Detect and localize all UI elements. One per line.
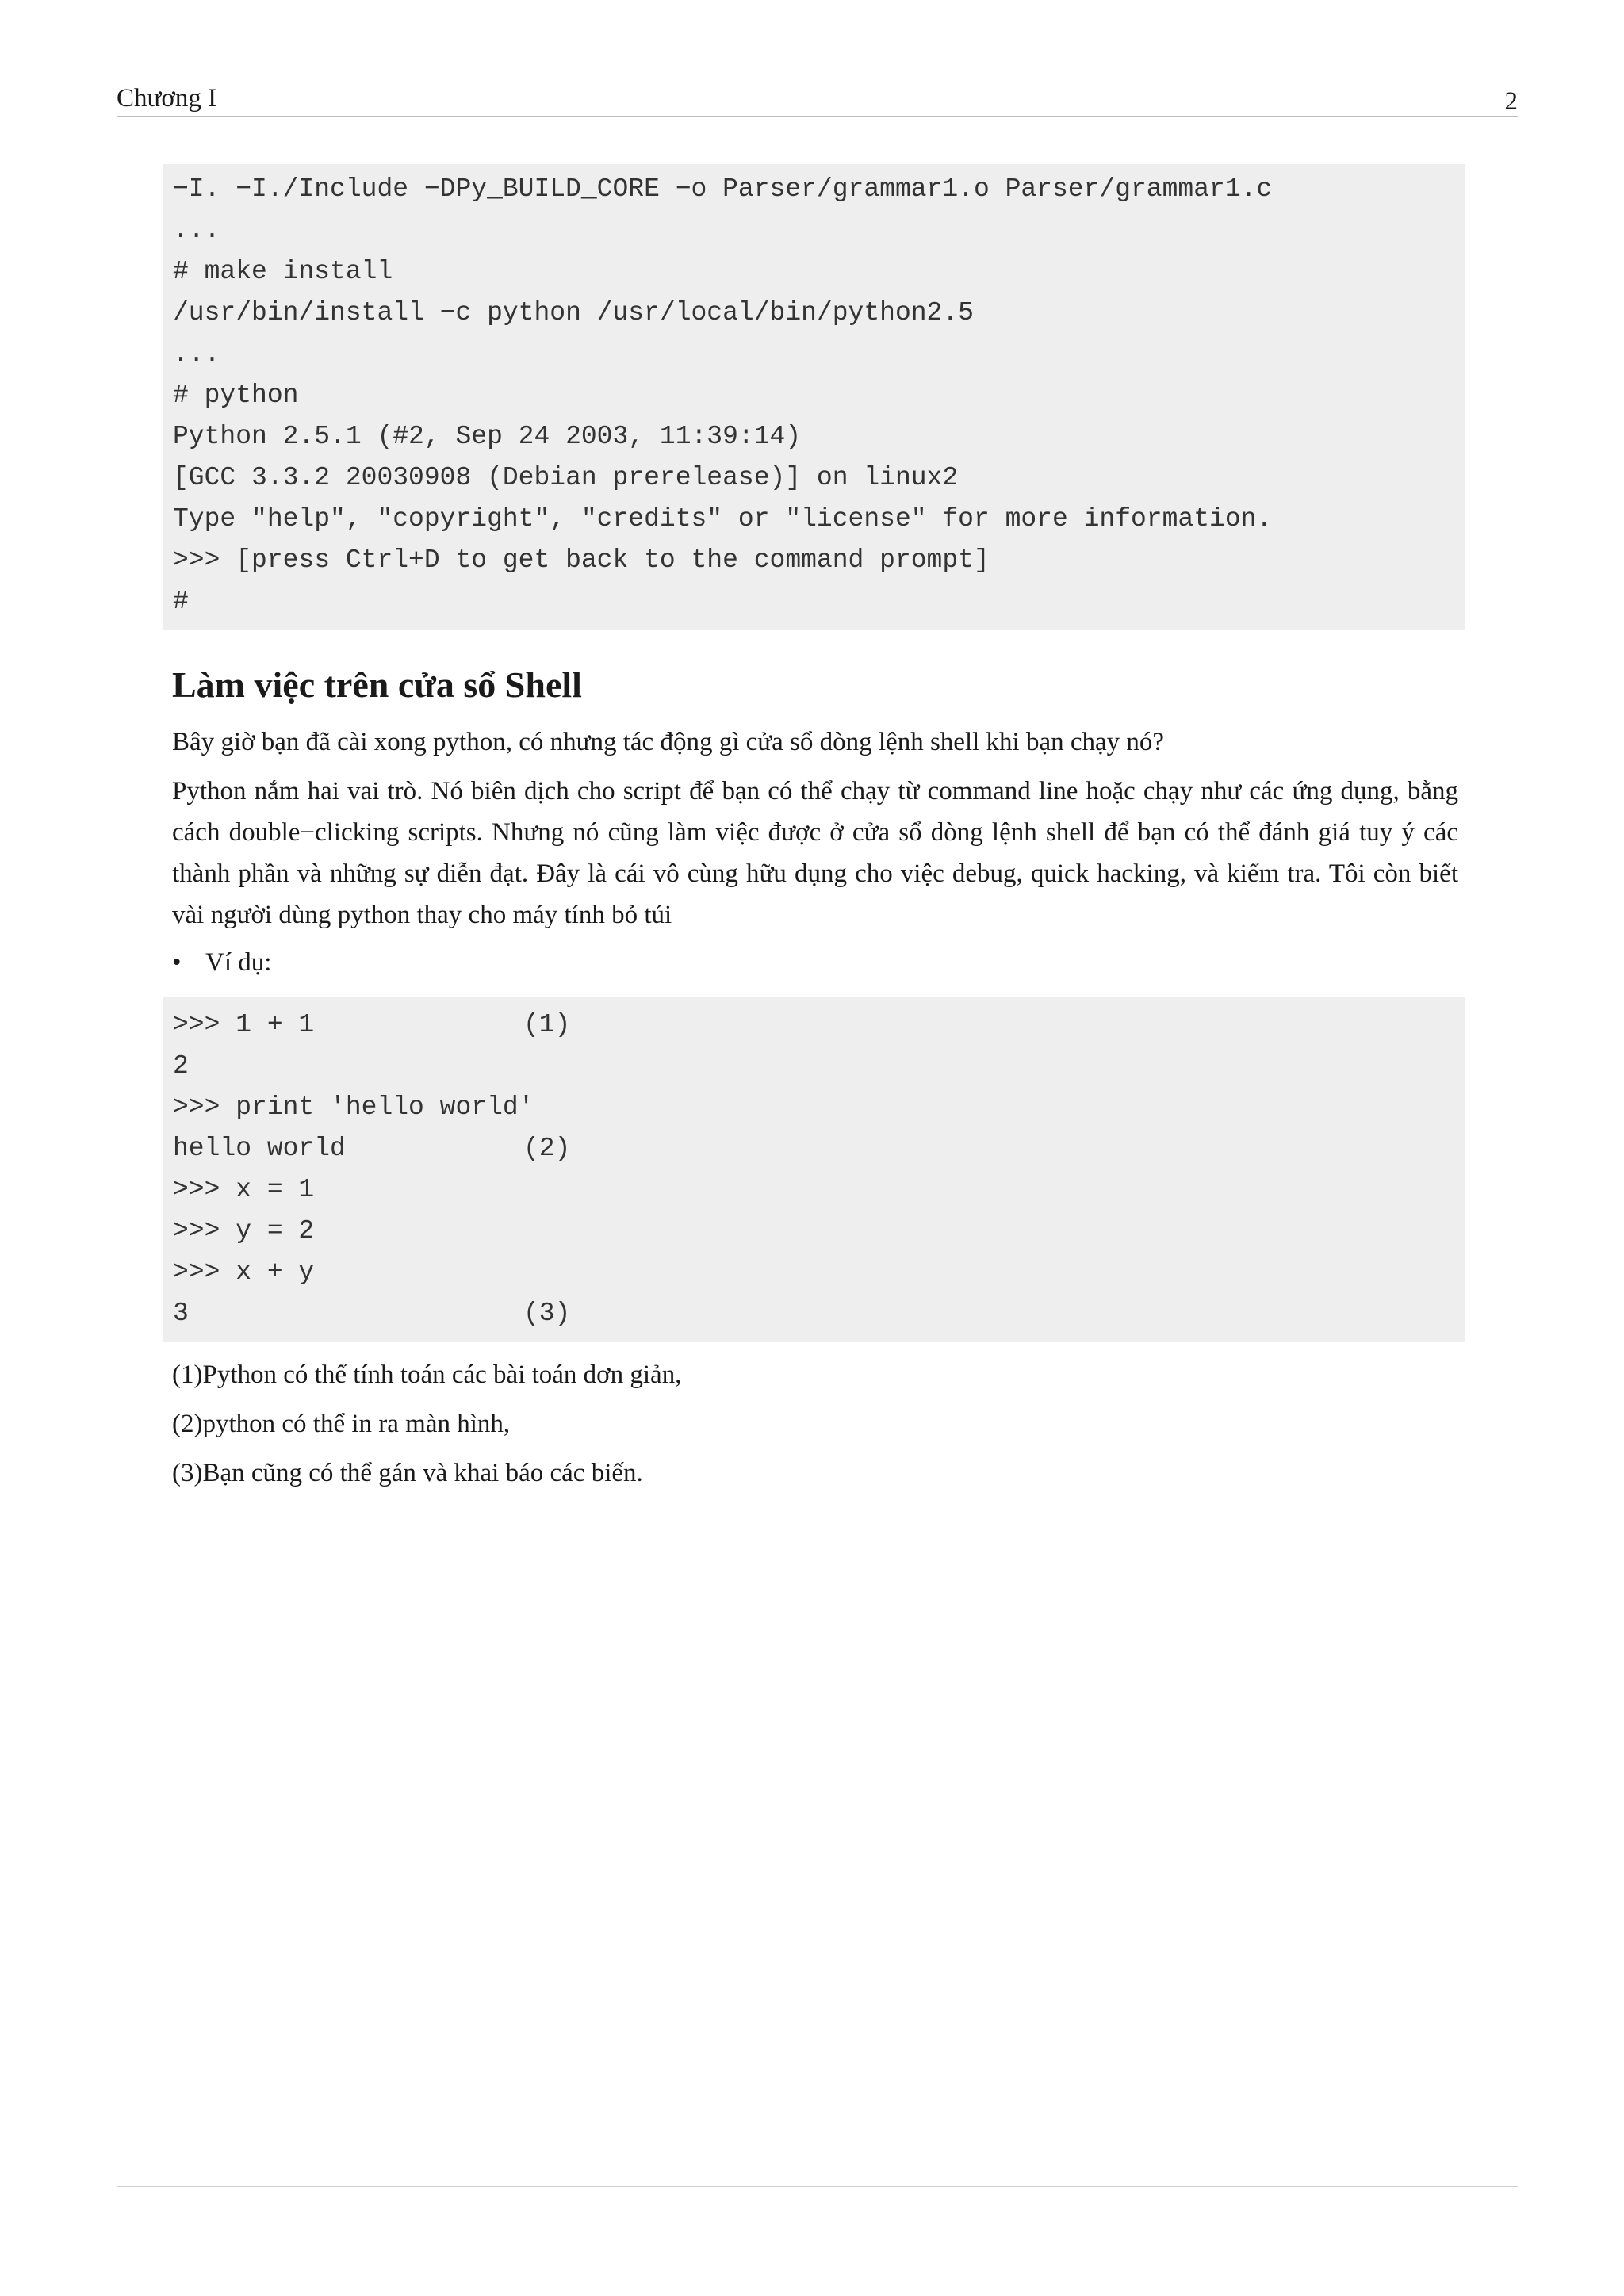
code-line: # bbox=[173, 587, 189, 616]
page-number: 2 bbox=[1504, 87, 1518, 116]
page-header bbox=[117, 76, 1518, 117]
code-row bbox=[173, 1169, 1456, 1211]
code-note: (3) bbox=[523, 1299, 571, 1328]
code-block-shell-example bbox=[163, 997, 1465, 1342]
code-line: /usr/bin/install −c python /usr/local/bin/python2.5 bbox=[173, 298, 974, 327]
code-row bbox=[173, 1004, 1456, 1046]
code-text: 2 bbox=[173, 1051, 189, 1081]
code-line: Python 2.5.1 (#2, Sep 24 2003, 11:39:14) bbox=[173, 422, 802, 451]
bullet-label: Ví dụ: bbox=[205, 948, 272, 977]
chapter-title: Chương I bbox=[117, 84, 217, 113]
code-text: >>> print 'hello world' bbox=[173, 1093, 534, 1122]
footer-divider bbox=[117, 2186, 1518, 2187]
code-text: >>> x + y bbox=[173, 1257, 315, 1287]
code-line: Type "help", "copyright", "credits" or "license" for more information. bbox=[173, 504, 1273, 534]
code-text: >>> y = 2 bbox=[173, 1216, 315, 1246]
code-row bbox=[173, 1211, 1456, 1252]
bullet-icon: • bbox=[172, 948, 182, 977]
note-item: (1)Python có thể tính toán các bài toán dơn giản, bbox=[172, 1360, 682, 1389]
code-line: [GCC 3.3.2 20030908 (Debian prerelease)] on linux2 bbox=[173, 463, 959, 492]
code-line: ... bbox=[173, 216, 220, 245]
code-line: # python bbox=[173, 381, 299, 410]
roles-paragraph: Python nắm hai vai trò. Nó biên dịch cho script để bạn có thể chạy từ command line hoặc chạy như các ứng dụng, bằng cách double−clicking scripts. Nhưng nó cũng làm việc được ở cửa sổ dòng lệnh shell để bạn có thể đánh giá tuy ý các thành phần và những sự diễn đạt. Đây là cái vô cùng hữu dụng cho việc debug, quick hacking, và kiểm tra. Tôi còn biết vài người dùng python thay cho máy tính bỏ túi bbox=[172, 777, 1458, 929]
code-note: (2) bbox=[523, 1134, 571, 1163]
code-line: ... bbox=[173, 339, 220, 369]
code-line: # make install bbox=[173, 257, 393, 286]
code-text: >>> x = 1 bbox=[173, 1175, 315, 1204]
code-row bbox=[173, 1128, 1456, 1169]
code-line: −I. −I./Include −DPy_BUILD_CORE −o Parser/grammar1.o Parser/grammar1.c bbox=[173, 174, 1273, 204]
code-row bbox=[173, 1046, 1456, 1087]
code-row bbox=[173, 1252, 1456, 1293]
code-note: (1) bbox=[523, 1010, 571, 1039]
code-text: 3 bbox=[173, 1299, 189, 1328]
bullet-example bbox=[172, 942, 271, 983]
note-item: (2)python có thể in ra màn hình, bbox=[172, 1410, 511, 1438]
code-text: hello world bbox=[173, 1134, 346, 1163]
note-item: (3)Bạn cũng có thể gán và khai báo các biến. bbox=[172, 1459, 643, 1487]
notes-list bbox=[172, 1354, 681, 1502]
code-row bbox=[173, 1293, 1456, 1334]
intro-paragraph: Bây giờ bạn đã cài xong python, có nhưng tác động gì cửa sổ dòng lệnh shell khi bạn chạy nó? bbox=[172, 728, 1165, 756]
section-heading: Làm việc trên cửa sổ Shell bbox=[172, 664, 582, 705]
code-line: >>> [press Ctrl+D to get back to the command prompt] bbox=[173, 545, 990, 575]
code-text: >>> 1 + 1 bbox=[173, 1010, 315, 1039]
code-block-install bbox=[163, 164, 1465, 630]
code-row bbox=[173, 1087, 1456, 1128]
